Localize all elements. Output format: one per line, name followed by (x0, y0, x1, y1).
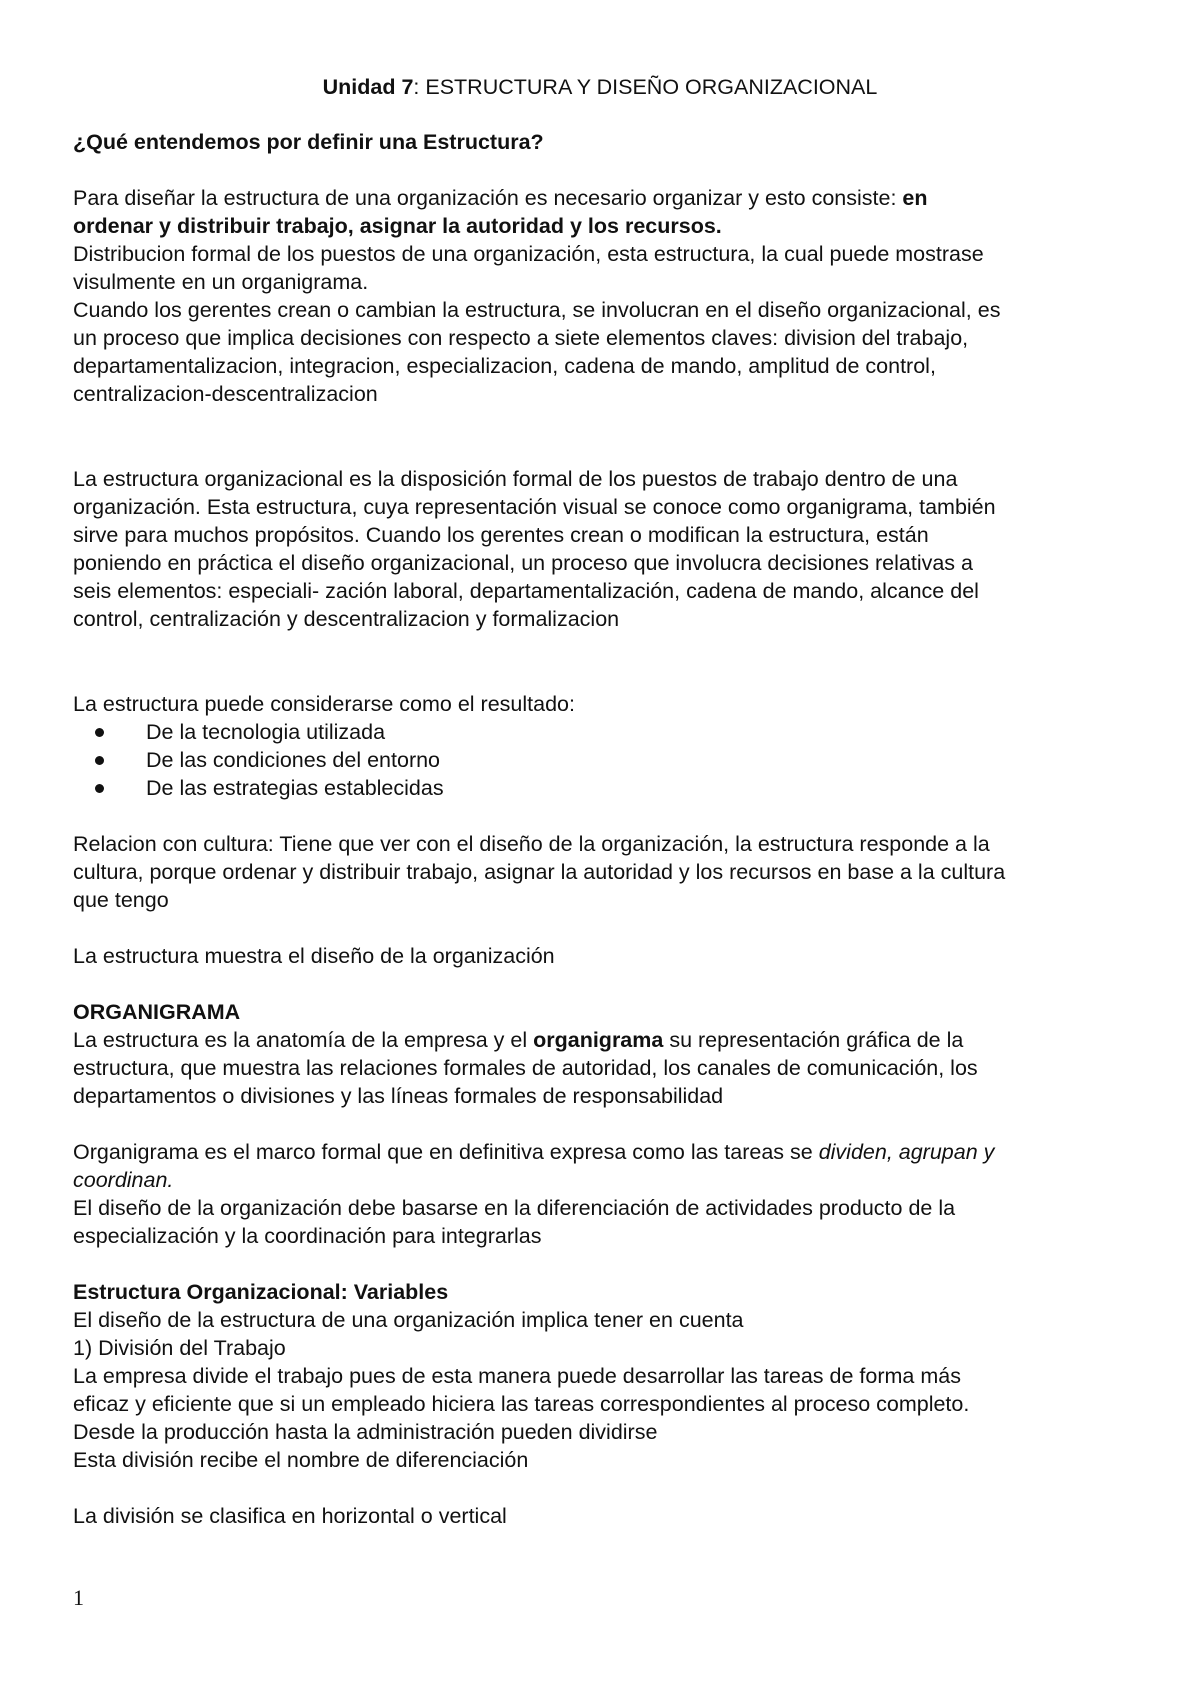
bullet-icon (95, 756, 104, 765)
paragraph-result: La estructura puede considerarse como el resultado: De la tecnologia utilizada De las condiciones del entorno De las estrategias establecidas (73, 690, 1133, 802)
page-title (0, 73, 1200, 101)
list-item: De las estrategias establecidas (73, 774, 1133, 802)
paragraph-division: La división se clasifica en horizontal o vertical (73, 1504, 507, 1528)
paragraph-culture: Relacion con cultura: Tiene que ver con el diseño de la organización, la estructura responde a la cultura, porque ordenar y distribuir trabajo, asignar la autoridad y los recursos en base a la cultura que tengo (73, 832, 1006, 912)
bullet-icon (95, 728, 104, 737)
paragraph-structure: La estructura organizacional es la disposición formal de los puestos de trabajo dentro de una organización. Esta estructura, cuya representación visual se conoce como organigrama, también sirve para muchos propósitos. Cuando los gerentes crean o modifican la estructura, están poniendo en práctica el diseño organizacional, un proceso que involucra decisiones relativas a seis elementos: especiali- zación laboral, departamentalización, cadena de mando, alcance del control, centralización y descentralizacion y formalizacion (73, 467, 996, 631)
paragraph-definition: Para diseñar la estructura de una organización es necesario organizar y esto consiste: en ordenar y distribuir trabajo, asignar la autoridad y los recursos. Distribucion formal de los puestos de una organización, esta estructura, la cual puede mostrase visulmente en un organigrama. Cuando los gerentes crean o cambian la estructura, se involucran en el diseño organizacional, es un proceso que implica decisiones con respecto a siete elementos claves: division del trabajo, departamentalizacion, integracion, especializacion, cadena de mando, amplitud de control, centralizacion-descentralizacion (73, 186, 1001, 406)
variables-heading: Estructura Organizacional: Variables (73, 1280, 449, 1304)
title-unit: Unidad 7 (322, 75, 414, 99)
list-item: De las condiciones del entorno (73, 746, 1133, 774)
page-number: 1 (73, 1585, 84, 1610)
list-item: De la tecnologia utilizada (73, 718, 1133, 746)
question-heading: ¿Qué entendemos por definir una Estructura? (73, 130, 544, 154)
bullet-icon (95, 784, 104, 793)
result-list (73, 718, 1133, 802)
organigrama-heading: ORGANIGRAMA (73, 1000, 241, 1024)
paragraph-organigrama-frame: Organigrama es el marco formal que en definitiva expresa como las tareas se dividen, agrupan y coordinan. El diseño de la organización debe basarse en la diferenciación de actividades producto de la especialización y la coordinación para integrarlas (73, 1140, 995, 1248)
title-rest: : ESTRUCTURA Y DISEÑO ORGANIZACIONAL (413, 75, 878, 99)
organigrama-section: ORGANIGRAMA La estructura es la anatomía de la empresa y el organigrama su representación gráfica de la estructura, que muestra las relaciones formales de autoridad, los canales de comunicación, los departamentos o divisiones y las líneas formales de responsabilidad (73, 998, 1133, 1110)
paragraph-design: La estructura muestra el diseño de la organización (73, 944, 555, 968)
variables-section: Estructura Organizacional: Variables El diseño de la estructura de una organización implica tener en cuenta 1) División del Trabajo La empresa divide el trabajo pues de esta manera puede desarrollar las tareas de forma más eficaz y eficiente que si un empleado hiciera las tareas correspondientes al proceso completo. Desde la producción hasta la administración pueden dividirse Esta división recibe el nombre de diferenciación (73, 1278, 1133, 1474)
